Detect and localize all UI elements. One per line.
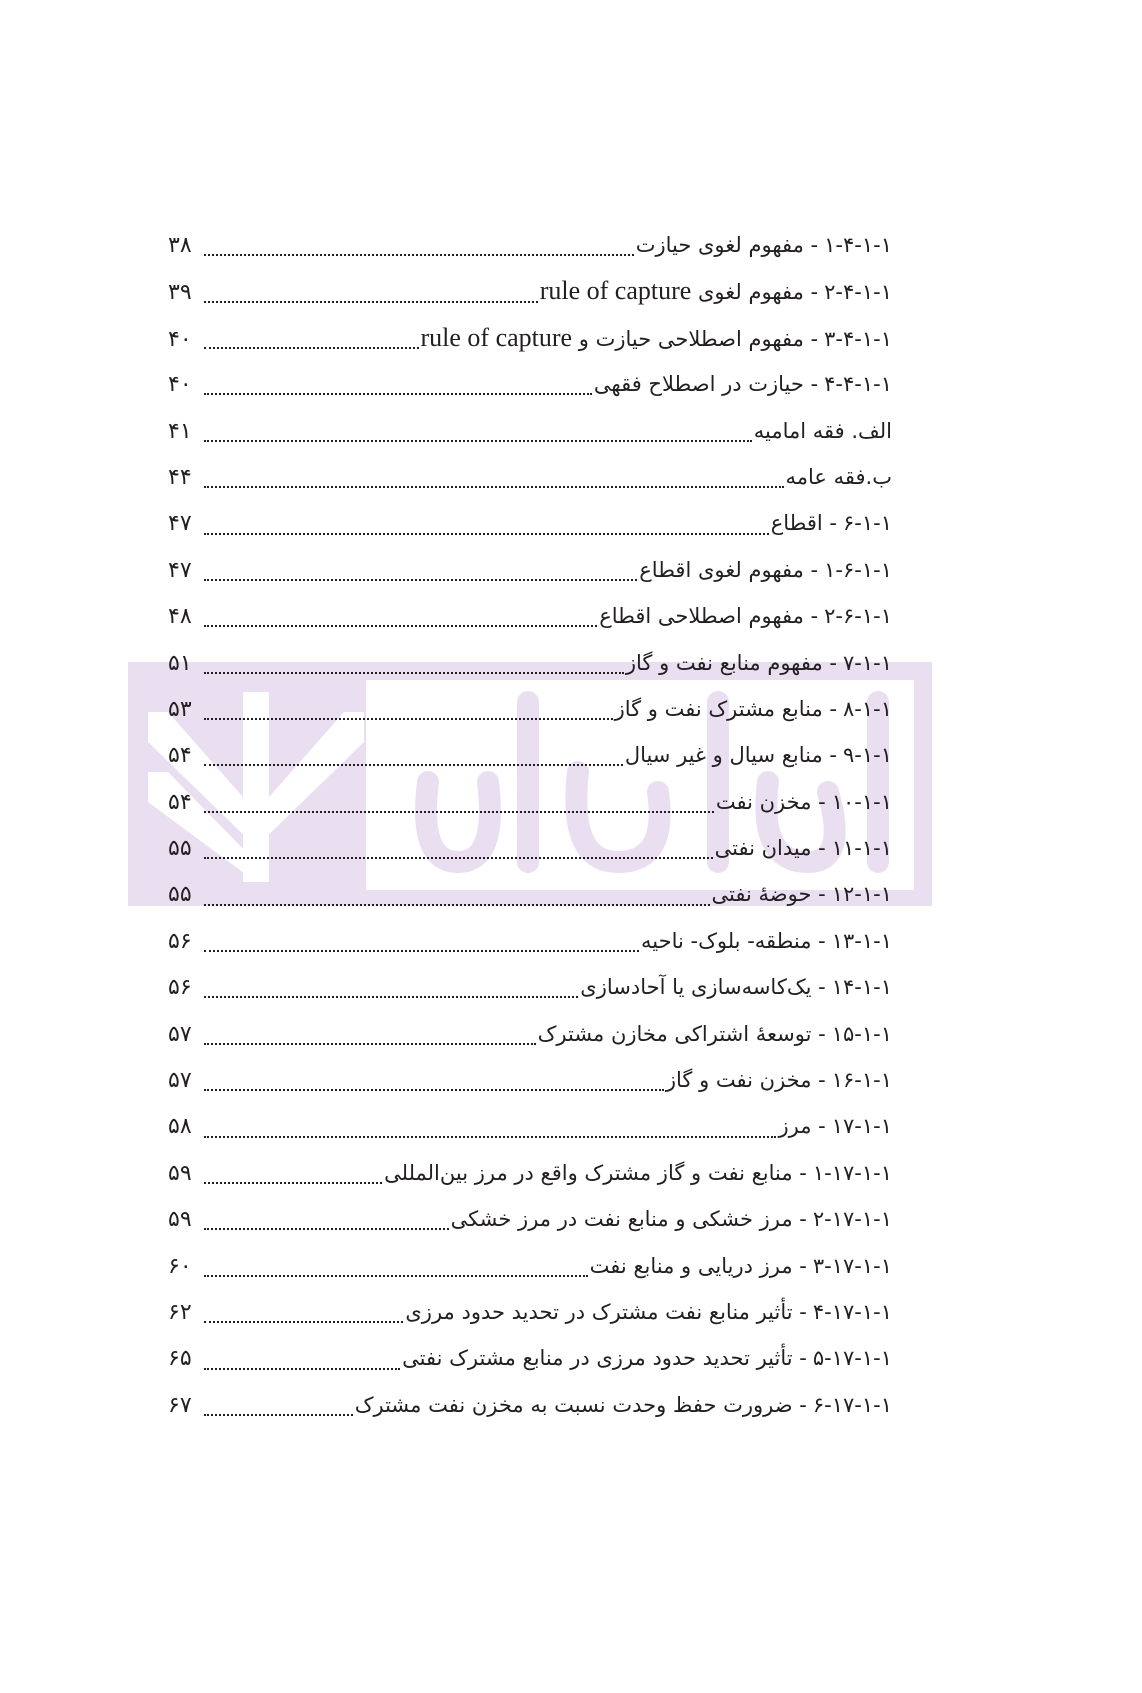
- toc-entry[interactable]: [168, 918, 892, 964]
- toc-entry-title: ب.فقه عامه: [785, 464, 892, 489]
- toc-entry-title: - حوضهٔ نفتی: [711, 882, 826, 907]
- dot-leader: [204, 950, 639, 952]
- toc-entry[interactable]: [168, 1057, 892, 1103]
- toc-entry-number: ۲-۱۷-۱-۱: [812, 1207, 892, 1232]
- toc-entry-number: ۳-۴-۱-۱: [824, 326, 892, 351]
- dot-leader: [204, 1414, 353, 1416]
- toc-entry-number: ۱۷-۱-۱: [831, 1114, 892, 1139]
- dot-leader: [204, 1228, 449, 1230]
- toc-entry-page-number: ۴۸: [168, 604, 192, 630]
- toc-entry-page-number: ۴۰: [168, 326, 192, 352]
- dot-leader: [204, 1321, 403, 1323]
- toc-entry-number: ۷-۱-۱: [843, 650, 892, 675]
- toc-entry-number: ۱۴-۱-۱: [831, 975, 892, 1000]
- toc-entry-page-number: ۵۴: [168, 789, 192, 815]
- toc-entry-number: ۳-۱۷-۱-۱: [812, 1253, 892, 1278]
- toc-entry-title: - منابع نفت و گاز مشترک واقع در مرز بین‌المللی: [384, 1160, 807, 1185]
- toc-entry[interactable]: [168, 361, 892, 407]
- toc-entry-title: - مرز دریایی و منابع نفت: [589, 1253, 807, 1278]
- toc-entry[interactable]: [168, 825, 892, 871]
- toc-entry-number: ۴-۴-۱-۱: [824, 372, 892, 397]
- toc-entry-title: - حیازت در اصطلاح فقهی: [593, 372, 819, 397]
- toc-entry-number: ۲-۶-۱-۱: [824, 604, 892, 629]
- toc-entry-title: - مخزن نفت: [715, 789, 826, 814]
- toc-entry[interactable]: [168, 1150, 892, 1196]
- toc-entry[interactable]: [168, 315, 892, 361]
- dot-leader: [204, 718, 613, 720]
- dot-leader: [204, 254, 634, 256]
- toc-entry-title: - مفهوم اصطلاحی حیازت و rule of capture: [420, 322, 819, 352]
- toc-entry-page-number: ۳۸: [168, 233, 192, 258]
- toc-entry[interactable]: [168, 1335, 892, 1381]
- dot-leader: [204, 579, 637, 581]
- toc-entry-title: - میدان نفتی: [714, 836, 826, 861]
- dot-leader: [204, 904, 710, 906]
- toc-entry-page-number: ۴۷: [168, 557, 192, 583]
- toc-entry[interactable]: [168, 500, 892, 546]
- toc-entry[interactable]: [168, 732, 892, 778]
- toc-entry-page-number: ۶۲: [168, 1299, 192, 1325]
- toc-entry-title: - مخزن نفت و گاز: [665, 1068, 826, 1093]
- toc-entry-title: الف. فقه امامیه: [753, 418, 892, 443]
- toc-entry-number: ۱۵-۱-۱: [831, 1021, 892, 1046]
- toc-entry[interactable]: [168, 547, 892, 593]
- dot-leader: [204, 1275, 588, 1277]
- toc-entry-number: ۶-۱۷-۱-۱: [812, 1392, 892, 1417]
- toc-entry-number: ۱-۱۷-۱-۱: [812, 1160, 892, 1185]
- toc-entry-page-number: ۵۵: [168, 836, 192, 862]
- toc-entry-title: - مفهوم اصطلاحی اقطاع: [599, 604, 819, 629]
- dot-leader: [204, 1089, 664, 1091]
- toc-entry-page-number: ۶۰: [168, 1253, 192, 1279]
- toc-entry[interactable]: [168, 871, 892, 917]
- toc-entry[interactable]: [168, 1196, 892, 1242]
- toc-entry-title: - منابع سیال و غیر سیال: [624, 743, 837, 768]
- dot-leader: [204, 996, 578, 998]
- toc-entry-title: - اقطاع: [770, 511, 837, 536]
- toc-entry[interactable]: [168, 454, 892, 500]
- toc-entry[interactable]: [168, 593, 892, 639]
- toc-entry-title: - ضرورت حفظ وحدت نسبت به مخزن نفت مشترک: [354, 1392, 807, 1417]
- toc-entry-page-number: ۵۶: [168, 975, 192, 1001]
- toc-entry-title: - مفهوم لغوی rule of capture: [539, 276, 819, 306]
- toc-entry-page-number: ۴۰: [168, 372, 192, 398]
- toc-entry-number: ۹-۱-۱: [843, 743, 892, 768]
- toc-entry-page-number: ۵۳: [168, 696, 192, 722]
- toc-entry-title: - مرز خشکی و منابع نفت در مرز خشکی: [450, 1207, 807, 1232]
- toc-entry-page-number: ۵۸: [168, 1114, 192, 1140]
- toc-entry[interactable]: [168, 1243, 892, 1289]
- dot-leader: [204, 672, 624, 674]
- dot-leader: [204, 347, 419, 349]
- dot-leader: [204, 301, 538, 303]
- toc-entry-page-number: ۵۱: [168, 650, 192, 676]
- toc-entry-page-number: ۵۹: [168, 1160, 192, 1186]
- dot-leader: [204, 857, 713, 859]
- toc-entry-number: ۱۳-۱-۱: [831, 928, 892, 953]
- toc-entry-number: ۱۲-۱-۱: [831, 882, 892, 907]
- dot-leader: [204, 1182, 382, 1184]
- toc-entry[interactable]: [168, 408, 892, 454]
- toc-entry-english-term: rule of capture: [539, 276, 692, 306]
- toc-entry[interactable]: [168, 1103, 892, 1149]
- toc-entry[interactable]: [168, 268, 892, 314]
- toc-entry-number: ۶-۱-۱: [843, 511, 892, 536]
- toc-entry-page-number: ۵۶: [168, 928, 192, 954]
- dot-leader: [204, 1043, 536, 1045]
- table-of-contents: [168, 222, 892, 1428]
- toc-entry[interactable]: [168, 1382, 892, 1428]
- toc-entry[interactable]: [168, 1011, 892, 1057]
- dot-leader: [204, 486, 784, 488]
- toc-entry-title: - یک‌کاسه‌سازی یا آحادسازی: [580, 975, 826, 1000]
- toc-entry-page-number: ۶۵: [168, 1346, 192, 1372]
- toc-entry-number: ۵-۱۷-۱-۱: [812, 1346, 892, 1371]
- toc-entry-number: ۴-۱۷-۱-۱: [812, 1299, 892, 1324]
- toc-entry-page-number: ۵۷: [168, 1021, 192, 1047]
- toc-entry-page-number: ۵۷: [168, 1068, 192, 1094]
- toc-entry-number: ۱۰-۱-۱: [831, 789, 892, 814]
- toc-entry-english-term: rule of capture: [420, 322, 573, 352]
- toc-entry-page-number: ۴۷: [168, 511, 192, 537]
- toc-entry-title: - مفهوم لغوی حیازت: [635, 233, 819, 257]
- toc-entry[interactable]: [168, 222, 892, 268]
- dot-leader: [204, 1136, 776, 1138]
- dot-leader: [204, 625, 597, 627]
- toc-entry-page-number: ۵۵: [168, 882, 192, 908]
- toc-entry-page-number: ۶۷: [168, 1392, 192, 1418]
- toc-entry-title: - مفهوم لغوی اقطاع: [639, 557, 819, 582]
- toc-entry-page-number: ۵۹: [168, 1207, 192, 1233]
- dot-leader: [204, 440, 752, 442]
- toc-entry-page-number: ۵۴: [168, 743, 192, 769]
- toc-entry-title: - تأثیر منابع نفت مشترک در تحدید حدود مرزی: [405, 1299, 807, 1324]
- toc-entry[interactable]: [168, 1289, 892, 1335]
- toc-entry-title: - مرز: [778, 1114, 826, 1139]
- toc-entry-number: ۱۶-۱-۱: [831, 1068, 892, 1093]
- dot-leader: [204, 1368, 400, 1370]
- toc-entry[interactable]: [168, 640, 892, 686]
- dot-leader: [204, 533, 769, 535]
- toc-entry-page-number: ۴۱: [168, 418, 192, 444]
- toc-entry-title: - مفهوم منابع نفت و گاز: [625, 650, 837, 675]
- toc-entry-title: - تأثیر تحدید حدود مرزی در منابع مشترک نفتی: [402, 1346, 807, 1371]
- toc-entry-number: ۸-۱-۱: [843, 696, 892, 721]
- toc-entry-number: ۱-۶-۱-۱: [824, 557, 892, 582]
- toc-entry-number: ۲-۴-۱-۱: [824, 280, 892, 305]
- toc-entry-title: - منابع مشترک نفت و گاز: [614, 696, 837, 721]
- toc-entry-title: - منطقه- بلوک- ناحیه: [641, 928, 826, 953]
- toc-entry[interactable]: [168, 964, 892, 1010]
- toc-entry-number: ۱-۴-۱-۱: [824, 233, 892, 257]
- toc-entry-page-number: ۴۴: [168, 464, 192, 490]
- toc-entry-page-number: ۳۹: [168, 280, 192, 306]
- dot-leader: [204, 764, 623, 766]
- toc-entry[interactable]: [168, 779, 892, 825]
- dot-leader: [204, 811, 714, 813]
- toc-entry[interactable]: [168, 686, 892, 732]
- dot-leader: [204, 393, 592, 395]
- toc-entry-title: - توسعهٔ اشتراکی مخازن مشترک: [537, 1021, 826, 1046]
- toc-entry-number: ۱۱-۱-۱: [831, 836, 892, 861]
